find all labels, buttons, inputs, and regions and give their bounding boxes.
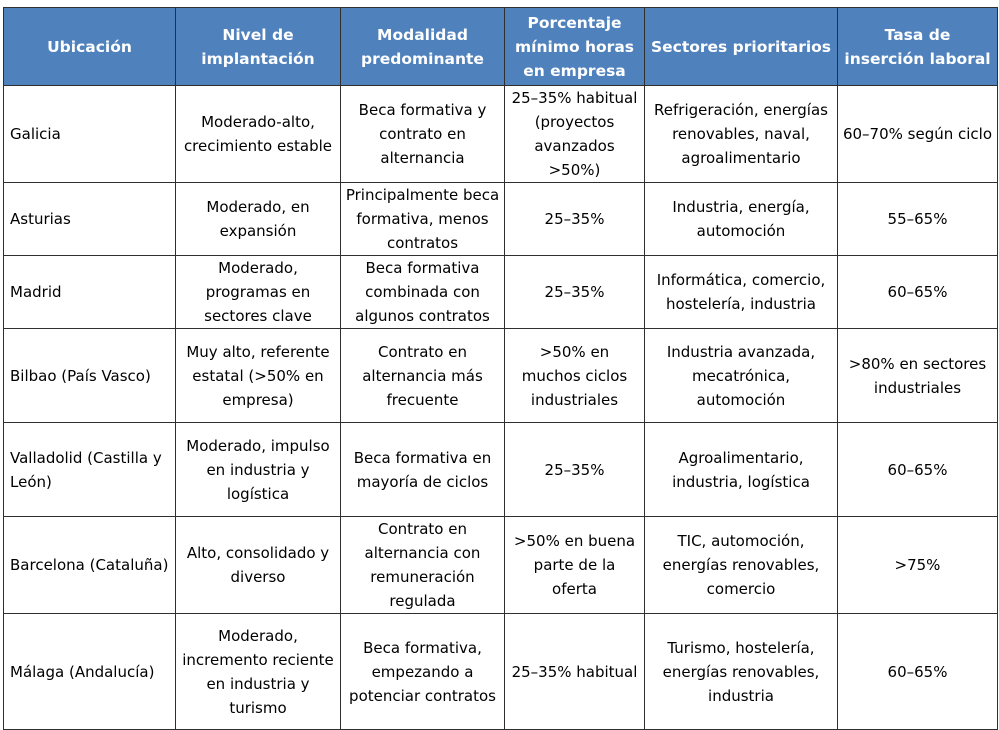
cell-sectores: Informática, comercio, hostelería, industria (645, 256, 838, 329)
header-tasa-insercion: Tasa de inserción laboral (838, 8, 998, 86)
cell-tasa: 55–65% (838, 183, 998, 256)
cell-ubicacion: Madrid (4, 256, 176, 329)
header-ubicacion: Ubicación (4, 8, 176, 86)
cell-tasa: 60–65% (838, 423, 998, 517)
cell-tasa: >80% en sectores industriales (838, 329, 998, 423)
cell-ubicacion: Barcelona (Cataluña) (4, 517, 176, 614)
cell-tasa: >75% (838, 517, 998, 614)
cell-modalidad: Contrato en alternancia más frecuente (341, 329, 505, 423)
header-row (4, 8, 998, 86)
cell-modalidad: Beca formativa, empezando a potenciar contratos (341, 614, 505, 730)
cell-tasa: 60–65% (838, 614, 998, 730)
cell-sectores: Industria avanzada, mecatrónica, automoción (645, 329, 838, 423)
cell-sectores: Refrigeración, energías renovables, naval, agroalimentario (645, 86, 838, 183)
header-sectores-prioritarios: Sectores prioritarios (645, 8, 838, 86)
cell-porcentaje: 25–35% (505, 423, 645, 517)
cell-nivel: Moderado-alto, crecimiento estable (176, 86, 341, 183)
cell-nivel: Moderado, incremento reciente en industria y turismo (176, 614, 341, 730)
table-row (4, 423, 998, 517)
cell-modalidad: Beca formativa y contrato en alternancia (341, 86, 505, 183)
cell-porcentaje: >50% en muchos ciclos industriales (505, 329, 645, 423)
header-nivel-implantacion: Nivel de implantación (176, 8, 341, 86)
cell-modalidad: Principalmente beca formativa, menos contratos (341, 183, 505, 256)
cell-sectores: Turismo, hostelería, energías renovables, industria (645, 614, 838, 730)
cell-porcentaje: 25–35% habitual (proyectos avanzados >50%) (505, 86, 645, 183)
cell-modalidad: Beca formativa combinada con algunos contratos (341, 256, 505, 329)
cell-nivel: Muy alto, referente estatal (>50% en empresa) (176, 329, 341, 423)
cell-sectores: TIC, automoción, energías renovables, comercio (645, 517, 838, 614)
table-row (4, 517, 998, 614)
header-modalidad-predominante: Modalidad predominante (341, 8, 505, 86)
cell-ubicacion: Asturias (4, 183, 176, 256)
table-row (4, 329, 998, 423)
header-porcentaje-horas: Porcentaje mínimo horas en empresa (505, 8, 645, 86)
cell-ubicacion: Valladolid (Castilla y León) (4, 423, 176, 517)
cell-sectores: Industria, energía, automoción (645, 183, 838, 256)
table-row (4, 183, 998, 256)
cell-nivel: Moderado, en expansión (176, 183, 341, 256)
cell-ubicacion: Málaga (Andalucía) (4, 614, 176, 730)
cell-modalidad: Contrato en alternancia con remuneración regulada (341, 517, 505, 614)
cell-porcentaje: 25–35% (505, 256, 645, 329)
cell-ubicacion: Bilbao (País Vasco) (4, 329, 176, 423)
cell-nivel: Moderado, programas en sectores clave (176, 256, 341, 329)
fp-dual-comparison-table (3, 7, 998, 730)
cell-nivel: Alto, consolidado y diverso (176, 517, 341, 614)
cell-ubicacion: Galicia (4, 86, 176, 183)
cell-porcentaje: >50% en buena parte de la oferta (505, 517, 645, 614)
cell-tasa: 60–65% (838, 256, 998, 329)
table-row (4, 86, 998, 183)
cell-nivel: Moderado, impulso en industria y logística (176, 423, 341, 517)
cell-porcentaje: 25–35% habitual (505, 614, 645, 730)
table-row (4, 614, 998, 730)
cell-sectores: Agroalimentario, industria, logística (645, 423, 838, 517)
cell-modalidad: Beca formativa en mayoría de ciclos (341, 423, 505, 517)
cell-porcentaje: 25–35% (505, 183, 645, 256)
table-row (4, 256, 998, 329)
cell-tasa: 60–70% según ciclo (838, 86, 998, 183)
